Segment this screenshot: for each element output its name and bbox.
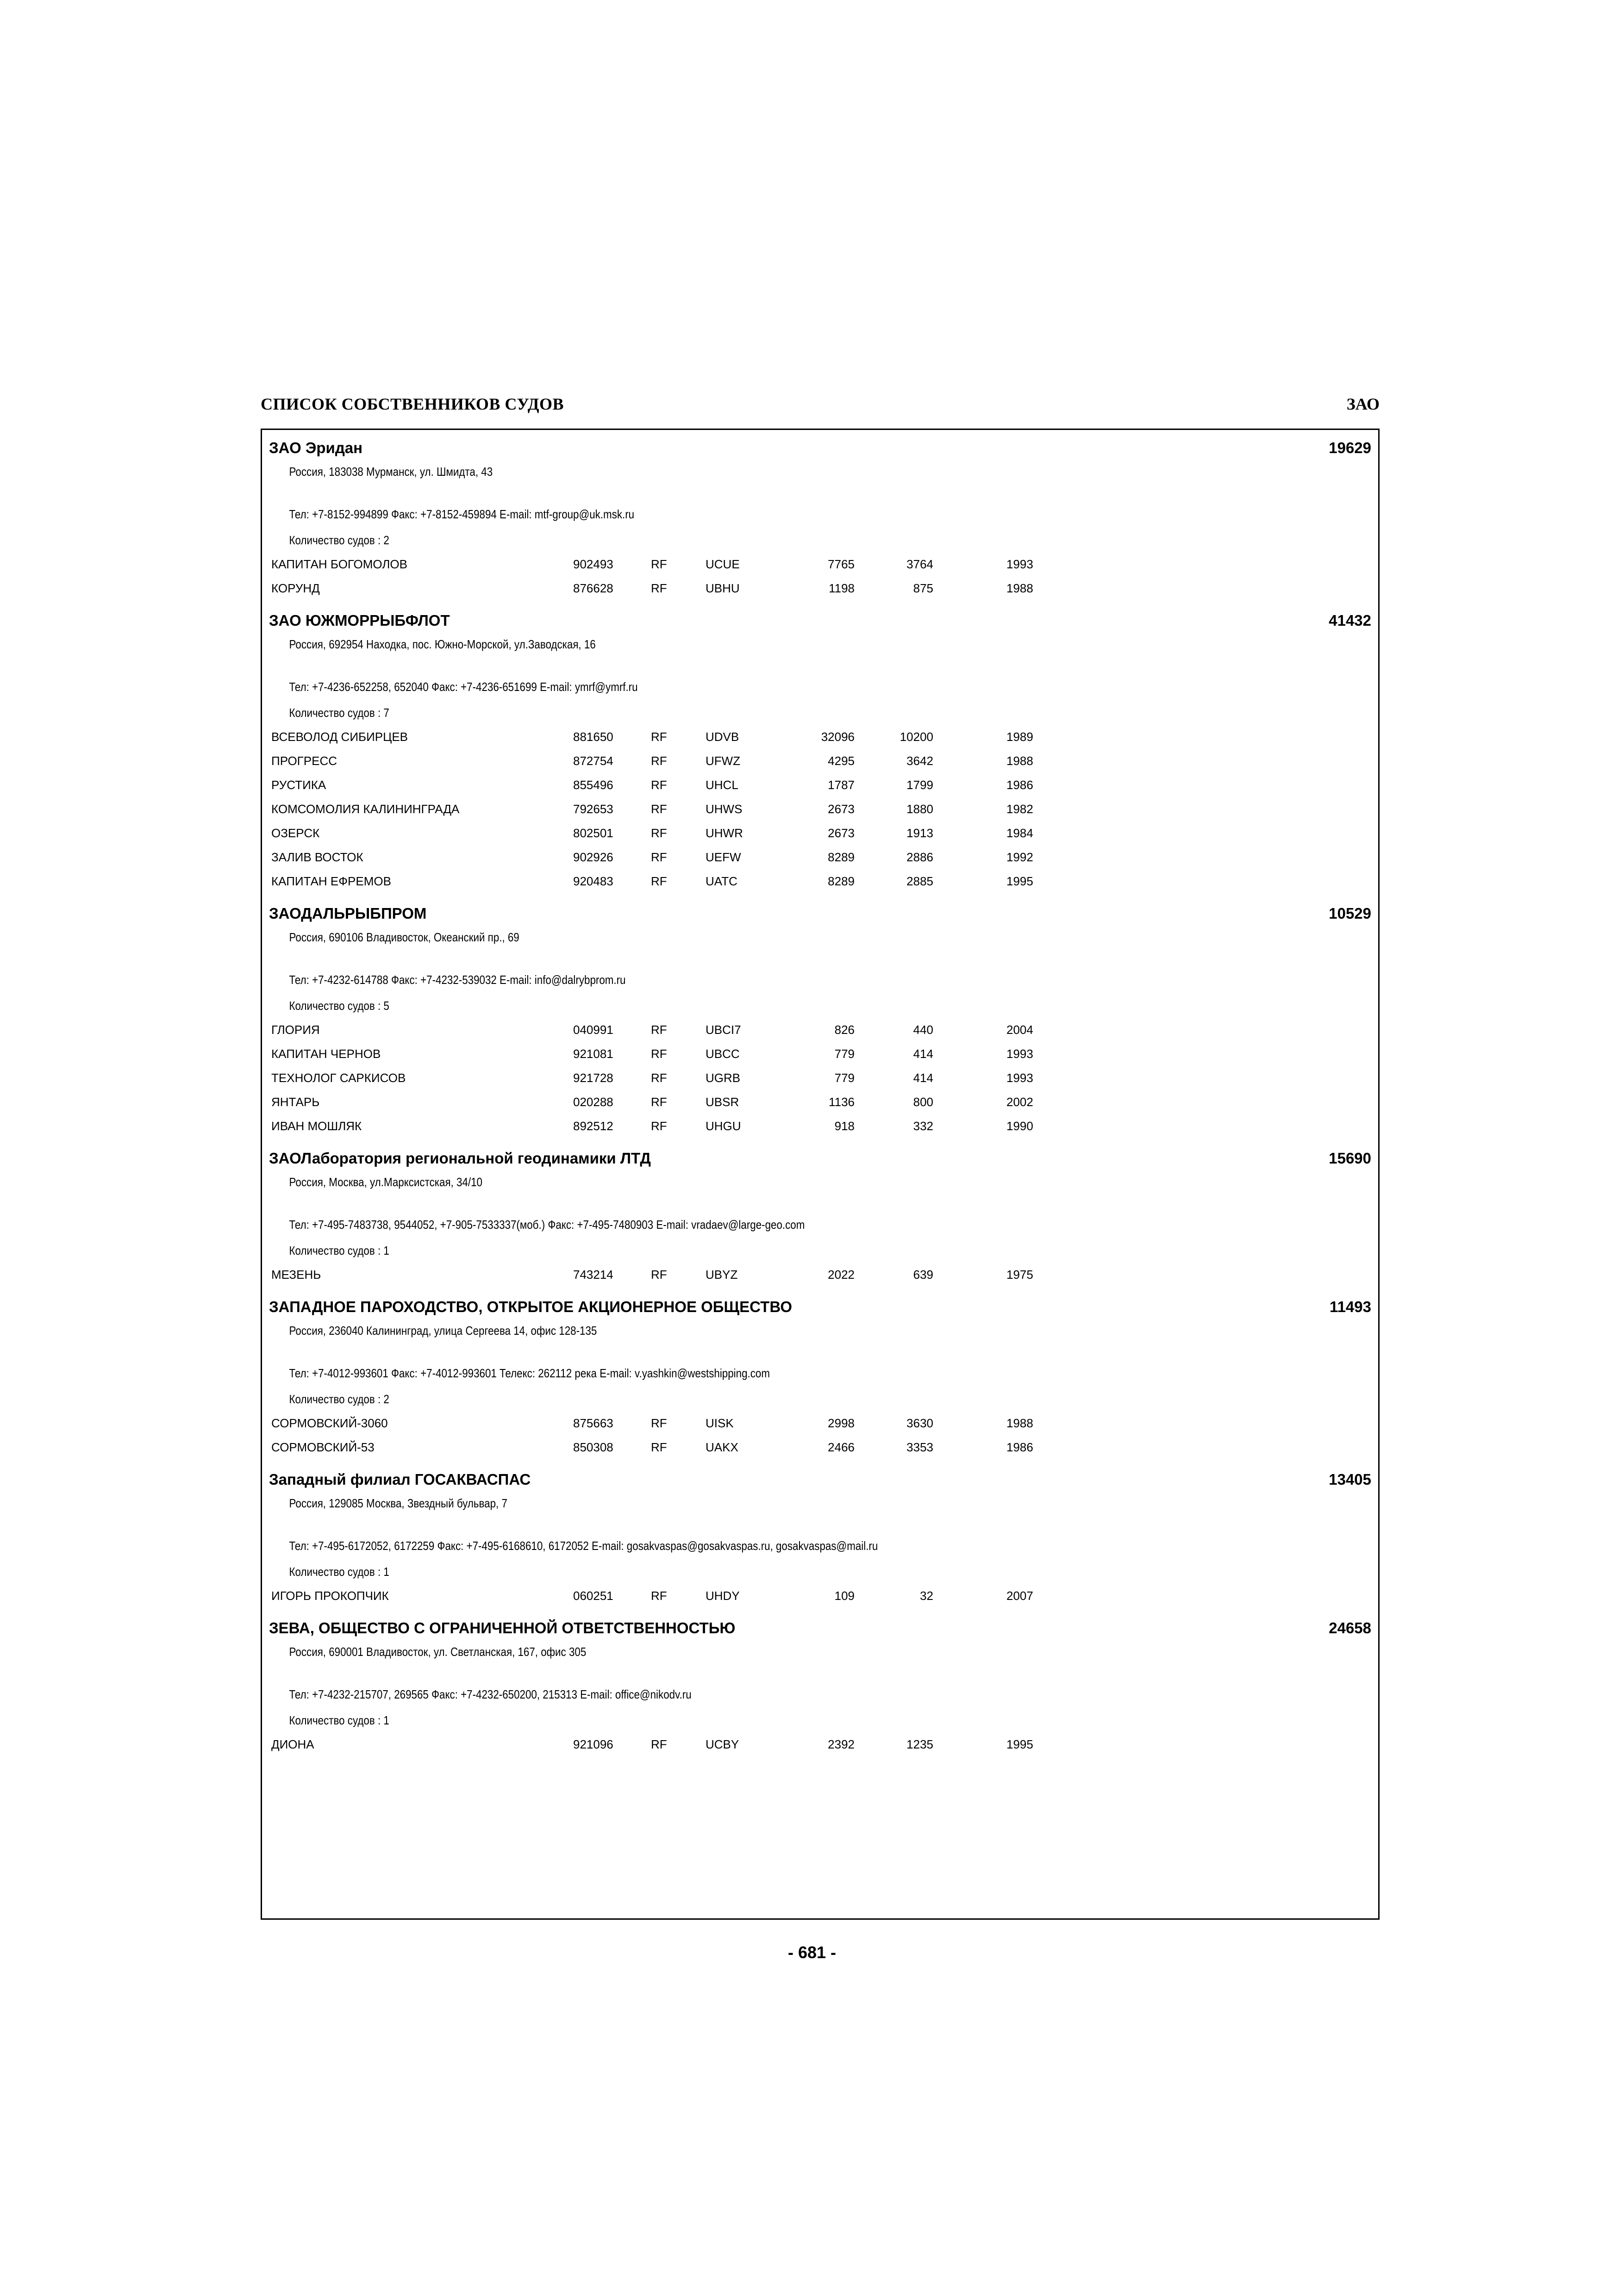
company-code: 15690 (1329, 1150, 1371, 1167)
vessel-call-sign: UFWZ (706, 754, 741, 768)
vessel-deadweight: 332 (913, 1119, 933, 1133)
vessel-count: Количество судов : 2 (289, 1392, 389, 1406)
vessel-row (262, 874, 1378, 898)
company-contacts: Тел: +7-4012-993601 Факс: +7-4012-993601 Телекс: 262112 река E-mail: v.yashkin@westshipping.com (289, 1366, 770, 1380)
company-address: Россия, 692954 Находка, пос. Южно-Морской, ул.Заводская, 16 (289, 637, 596, 651)
vessel-number: 743214 (573, 1268, 613, 1282)
company-contacts: Тел: +7-8152-994899 Факс: +7-8152-459894 E-mail: mtf-group@uk.msk.ru (289, 507, 635, 521)
vessel-deadweight: 2885 (906, 874, 933, 888)
vessel-number: 881650 (573, 730, 613, 744)
company-entry (262, 1150, 1378, 1292)
vessel-flag: RF (651, 557, 667, 571)
vessel-row (262, 1095, 1378, 1119)
company-header (262, 612, 1378, 637)
company-name: ЗАО ЮЖМОРРЫБФЛОТ (269, 612, 450, 629)
company-header (262, 1150, 1378, 1175)
page-title: СПИСОК СОБСТВЕННИКОВ СУДОВ (261, 395, 564, 413)
vessel-flag: RF (651, 730, 667, 744)
company-header (262, 439, 1378, 465)
vessel-name: КАПИТАН ЕФРЕМОВ (271, 874, 391, 888)
vessel-year: 1989 (1006, 730, 1033, 744)
vessel-name: РУСТИКА (271, 778, 326, 792)
vessel-name: ВСЕВОЛОД СИБИРЦЕВ (271, 730, 408, 744)
company-address: Россия, Москва, ул.Марксистская, 34/10 (289, 1175, 482, 1189)
vessel-deadweight: 1880 (906, 802, 933, 816)
vessel-call-sign: UDVB (706, 730, 739, 744)
vessel-flag: RF (651, 1589, 667, 1603)
vessel-number: 920483 (573, 874, 613, 888)
company-contacts: Тел: +7-4236-652258, 652040 Факс: +7-4236-651699 E-mail: ymrf@ymrf.ru (289, 680, 638, 694)
vessel-flag: RF (651, 874, 667, 888)
vessel-row (262, 581, 1378, 605)
vessel-tonnage: 2998 (828, 1416, 855, 1430)
vessel-tonnage: 826 (834, 1023, 855, 1037)
vessel-year: 1992 (1006, 850, 1033, 864)
vessel-row (262, 1268, 1378, 1292)
vessel-count: Количество судов : 7 (289, 706, 389, 720)
vessel-row (262, 1119, 1378, 1143)
vessel-tonnage: 779 (834, 1047, 855, 1061)
vessel-count: Количество судов : 5 (289, 999, 389, 1013)
vessel-name: КАПИТАН ЧЕРНОВ (271, 1047, 381, 1061)
vessel-row (262, 730, 1378, 754)
company-contacts: Тел: +7-4232-215707, 269565 Факс: +7-4232-650200, 215313 E-mail: office@nikodv.ru (289, 1687, 692, 1701)
vessel-number: 850308 (573, 1440, 613, 1454)
vessel-flag: RF (651, 802, 667, 816)
company-contacts: Тел: +7-495-6172052, 6172259 Факс: +7-495-6168610, 6172052 E-mail: gosakvaspas@gosakvaspas.ru, gosakvaspas@mail.ru (289, 1539, 878, 1553)
vessel-deadweight: 875 (913, 581, 933, 595)
vessel-name: ЯНТАРЬ (271, 1095, 320, 1109)
vessel-row (262, 1047, 1378, 1071)
vessel-call-sign: UAKX (706, 1440, 738, 1454)
vessel-row (262, 1416, 1378, 1440)
vessel-deadweight: 1235 (906, 1737, 933, 1751)
vessel-row (262, 802, 1378, 826)
vessel-count: Количество судов : 1 (289, 1713, 389, 1727)
vessel-deadweight: 10200 (899, 730, 933, 744)
vessel-name: КОРУНД (271, 581, 320, 595)
company-entry (262, 905, 1378, 1143)
vessel-count: Количество судов : 1 (289, 1565, 389, 1579)
vessel-name: СОРМОВСКИЙ-53 (271, 1440, 375, 1454)
company-name: Западный филиал ГОСАКВАСПАС (269, 1471, 531, 1488)
vessel-tonnage: 4295 (828, 754, 855, 768)
company-header (262, 1298, 1378, 1324)
vessel-deadweight: 1799 (906, 778, 933, 792)
vessel-tonnage: 918 (834, 1119, 855, 1133)
vessel-year: 1988 (1006, 754, 1033, 768)
company-name: ЗЕВА, ОБЩЕСТВО С ОГРАНИЧЕННОЙ ОТВЕТСТВЕННОСТЬЮ (269, 1619, 736, 1636)
vessel-deadweight: 414 (913, 1047, 933, 1061)
vessel-year: 1986 (1006, 778, 1033, 792)
company-address: Россия, 183038 Мурманск, ул. Шмидта, 43 (289, 465, 493, 479)
vessel-name: ДИОНА (271, 1737, 314, 1751)
vessel-call-sign: UBYZ (706, 1268, 738, 1282)
company-contacts: Тел: +7-4232-614788 Факс: +7-4232-539032 E-mail: info@dalrybprom.ru (289, 973, 626, 987)
vessel-tonnage: 1136 (829, 1095, 855, 1109)
vessel-row (262, 778, 1378, 802)
vessel-name: ИГОРЬ ПРОКОПЧИК (271, 1589, 389, 1603)
vessel-deadweight: 32 (920, 1589, 933, 1603)
company-header (262, 1471, 1378, 1496)
vessel-year: 2002 (1006, 1095, 1033, 1109)
company-name: ЗАО Эридан (269, 439, 363, 456)
vessel-year: 1986 (1006, 1440, 1033, 1454)
vessel-number: 892512 (573, 1119, 613, 1133)
vessel-number: 872754 (573, 754, 613, 768)
vessel-call-sign: UHGU (706, 1119, 741, 1133)
vessel-tonnage: 2673 (828, 826, 855, 840)
vessel-deadweight: 800 (913, 1095, 933, 1109)
vessel-deadweight: 3642 (906, 754, 933, 768)
vessel-call-sign: UBCC (706, 1047, 740, 1061)
vessel-tonnage: 32096 (821, 730, 855, 744)
company-header (262, 905, 1378, 930)
vessel-flag: RF (651, 1071, 667, 1085)
vessel-year: 1984 (1006, 826, 1033, 840)
vessel-tonnage: 109 (834, 1589, 855, 1603)
vessel-call-sign: UBCI7 (706, 1023, 741, 1037)
vessel-name: ИВАН МОШЛЯК (271, 1119, 362, 1133)
vessel-number: 060251 (573, 1589, 613, 1603)
vessel-year: 1990 (1006, 1119, 1033, 1133)
vessel-call-sign: UHWS (706, 802, 743, 816)
vessel-flag: RF (651, 1268, 667, 1282)
vessel-call-sign: UEFW (706, 850, 741, 864)
vessel-number: 040991 (573, 1023, 613, 1037)
company-code: 13405 (1329, 1471, 1371, 1488)
company-name: ЗАПАДНОЕ ПАРОХОДСТВО, ОТКРЫТОЕ АКЦИОНЕРНОЕ ОБЩЕСТВО (269, 1298, 792, 1315)
vessel-name: ГЛОРИЯ (271, 1023, 320, 1037)
vessel-flag: RF (651, 1095, 667, 1109)
vessel-call-sign: UISK (706, 1416, 734, 1430)
vessel-row (262, 1023, 1378, 1047)
vessel-flag: RF (651, 850, 667, 864)
vessel-name: СОРМОВСКИЙ-3060 (271, 1416, 388, 1430)
vessel-call-sign: UHDY (706, 1589, 740, 1603)
vessel-call-sign: UHWR (706, 826, 743, 840)
vessel-deadweight: 414 (913, 1071, 933, 1085)
vessel-number: 902493 (573, 557, 613, 571)
vessel-count: Количество судов : 1 (289, 1244, 389, 1257)
vessel-count: Количество судов : 2 (289, 533, 389, 547)
vessel-call-sign: UBSR (706, 1095, 739, 1109)
vessel-number: 921096 (573, 1737, 613, 1751)
vessel-name: ОЗЕРСК (271, 826, 320, 840)
vessel-row (262, 1737, 1378, 1761)
vessel-name: МЕЗЕНЬ (271, 1268, 321, 1282)
vessel-flag: RF (651, 1737, 667, 1751)
vessel-deadweight: 2886 (906, 850, 933, 864)
vessel-call-sign: UHCL (706, 778, 738, 792)
vessel-year: 1993 (1006, 1071, 1033, 1085)
company-contacts: Тел: +7-495-7483738, 9544052, +7-905-7533337(моб.) Факс: +7-495-7480903 E-mail: vradaev@large-geo.com (289, 1218, 805, 1232)
vessel-name: ЗАЛИВ ВОСТОК (271, 850, 363, 864)
vessel-row (262, 1589, 1378, 1613)
vessel-name: ТЕХНОЛОГ САРКИСОВ (271, 1071, 406, 1085)
page-header (261, 394, 1380, 417)
vessel-deadweight: 3630 (906, 1416, 933, 1430)
vessel-tonnage: 7765 (828, 557, 855, 571)
vessel-year: 2007 (1006, 1589, 1033, 1603)
vessel-year: 1988 (1006, 581, 1033, 595)
vessel-number: 792653 (573, 802, 613, 816)
section-label: ЗАО (1346, 395, 1380, 413)
vessel-number: 802501 (573, 826, 613, 840)
vessel-year: 1988 (1006, 1416, 1033, 1430)
company-address: Россия, 129085 Москва, Звездный бульвар, 7 (289, 1496, 507, 1510)
vessel-tonnage: 8289 (828, 874, 855, 888)
vessel-tonnage: 2466 (828, 1440, 855, 1454)
vessel-deadweight: 639 (913, 1268, 933, 1282)
vessel-number: 020288 (573, 1095, 613, 1109)
vessel-flag: RF (651, 1416, 667, 1430)
vessel-flag: RF (651, 1047, 667, 1061)
vessel-year: 2004 (1006, 1023, 1033, 1037)
vessel-row (262, 754, 1378, 778)
company-entry (262, 439, 1378, 605)
vessel-row (262, 557, 1378, 581)
company-entry (262, 1298, 1378, 1464)
vessel-number: 876628 (573, 581, 613, 595)
vessel-name: КАПИТАН БОГОМОЛОВ (271, 557, 407, 571)
vessel-number: 921081 (573, 1047, 613, 1061)
vessel-call-sign: UCUE (706, 557, 740, 571)
vessel-number: 902926 (573, 850, 613, 864)
vessel-tonnage: 1787 (828, 778, 855, 792)
vessel-flag: RF (651, 1023, 667, 1037)
vessel-flag: RF (651, 581, 667, 595)
vessel-deadweight: 440 (913, 1023, 933, 1037)
vessel-tonnage: 1198 (829, 581, 855, 595)
vessel-flag: RF (651, 1119, 667, 1133)
company-list (262, 439, 1378, 1761)
vessel-deadweight: 3764 (906, 557, 933, 571)
company-entry (262, 1471, 1378, 1613)
vessel-tonnage: 2673 (828, 802, 855, 816)
company-code: 24658 (1329, 1619, 1371, 1636)
vessel-number: 921728 (573, 1071, 613, 1085)
page-number: - 681 - (787, 1943, 837, 1962)
vessel-tonnage: 779 (834, 1071, 855, 1085)
company-code: 10529 (1329, 905, 1371, 922)
vessel-number: 855496 (573, 778, 613, 792)
company-code: 41432 (1329, 612, 1371, 629)
vessel-name: КОМСОМОЛИЯ КАЛИНИНГРАДА (271, 802, 460, 816)
vessel-tonnage: 2392 (828, 1737, 855, 1751)
vessel-year: 1982 (1006, 802, 1033, 816)
company-address: Россия, 690001 Владивосток, ул. Светланская, 167, офис 305 (289, 1645, 587, 1659)
vessel-row (262, 850, 1378, 874)
company-address: Россия, 690106 Владивосток, Океанский пр., 69 (289, 930, 519, 944)
vessel-year: 1993 (1006, 1047, 1033, 1061)
vessel-tonnage: 2022 (828, 1268, 855, 1282)
vessel-flag: RF (651, 826, 667, 840)
vessel-flag: RF (651, 1440, 667, 1454)
company-code: 11493 (1330, 1298, 1371, 1315)
company-header (262, 1619, 1378, 1645)
vessel-call-sign: UATC (706, 874, 737, 888)
vessel-flag: RF (651, 754, 667, 768)
vessel-name: ПРОГРЕСС (271, 754, 337, 768)
vessel-row (262, 1440, 1378, 1464)
vessel-deadweight: 3353 (906, 1440, 933, 1454)
vessel-call-sign: UBHU (706, 581, 740, 595)
vessel-row (262, 1071, 1378, 1095)
company-code: 19629 (1329, 439, 1371, 456)
content-frame (261, 429, 1380, 1920)
company-entry (262, 1619, 1378, 1761)
vessel-number: 875663 (573, 1416, 613, 1430)
vessel-flag: RF (651, 778, 667, 792)
vessel-call-sign: UCBY (706, 1737, 739, 1751)
company-entry (262, 612, 1378, 898)
vessel-year: 1995 (1006, 874, 1033, 888)
company-name: ЗАОЛаборатория региональной геодинамики ЛТД (269, 1150, 651, 1167)
vessel-deadweight: 1913 (906, 826, 933, 840)
vessel-year: 1995 (1006, 1737, 1033, 1751)
company-name: ЗАОДАЛЬРЫБПРОМ (269, 905, 427, 922)
vessel-year: 1993 (1006, 557, 1033, 571)
vessel-call-sign: UGRB (706, 1071, 741, 1085)
vessel-year: 1975 (1006, 1268, 1033, 1282)
company-address: Россия, 236040 Калининград, улица Сергеева 14, офис 128-135 (289, 1324, 597, 1338)
vessel-tonnage: 8289 (828, 850, 855, 864)
vessel-row (262, 826, 1378, 850)
